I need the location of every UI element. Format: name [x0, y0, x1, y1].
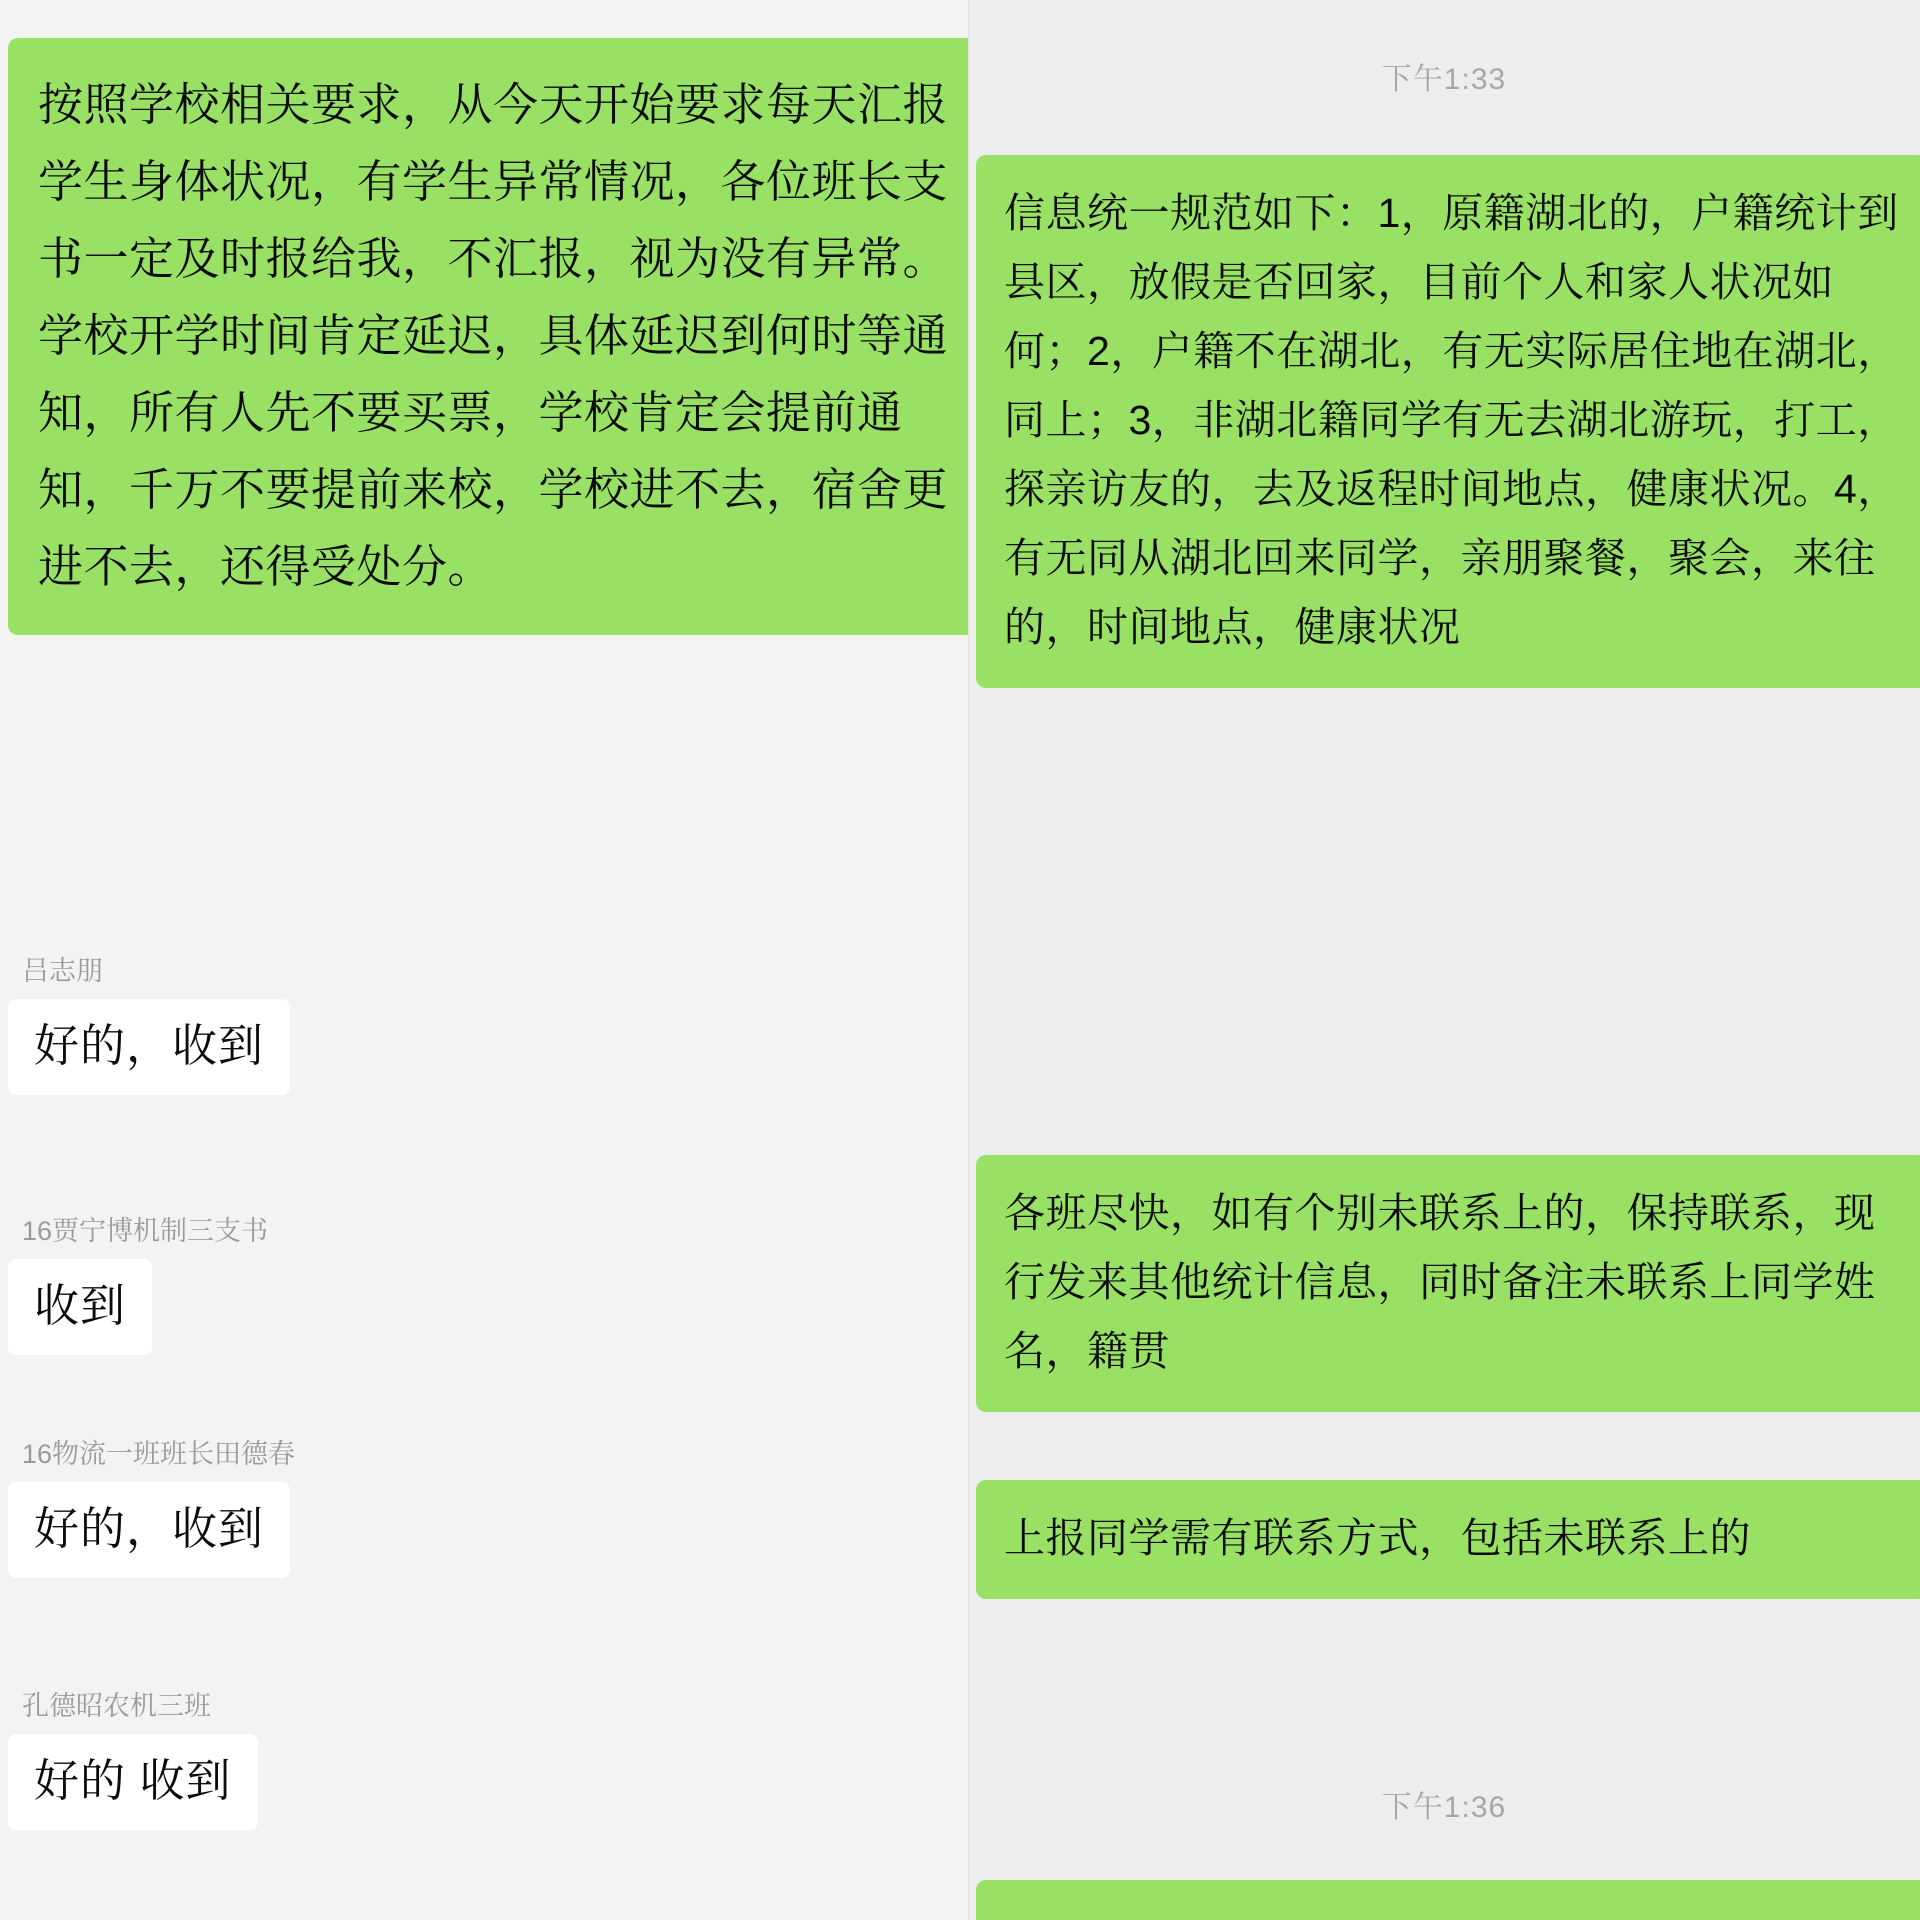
- timestamp: 下午1:36: [1381, 1791, 1507, 1824]
- message-row: [0, 955, 290, 1095]
- sender-name: 吕志朋: [22, 956, 103, 986]
- sender-name: 16贾宁博机制三支书: [22, 1216, 269, 1246]
- outgoing-message-bubble[interactable]: [8, 38, 968, 635]
- sender-name: 孔德昭农机三班: [22, 1691, 211, 1721]
- right-chat-pane: [968, 0, 1920, 1920]
- message-row: [0, 1215, 268, 1355]
- message-row: [0, 1690, 258, 1830]
- outgoing-message-text: 各班尽快，如有个别未联系上的，保持联系，现行发来其他统计信息，同时备注未联系上同学姓名，籍贯: [1004, 1190, 1876, 1374]
- sender-name: 16物流一班班长田德春: [22, 1439, 296, 1469]
- incoming-message-text: 收到: [34, 1280, 127, 1331]
- pane-divider: [968, 0, 969, 1920]
- outgoing-message-bubble-partial[interactable]: [976, 1880, 1920, 1920]
- outgoing-message-bubble[interactable]: [976, 1155, 1920, 1412]
- outgoing-message-text: 上报同学需有联系方式，包括未联系上的: [1004, 1515, 1751, 1561]
- outgoing-message-text: 按照学校相关要求，从今天开始要求每天汇报学生身体状况，有学生异常情况，各位班长支书一定及时报给我，不汇报，视为没有异常。学校开学时间肯定延迟，具体延迟到何时等通知，所有人先不要买票，学校肯定会提前通知，千万不要提前来校，学校进不去，宿舍更进不去，还得受处分。: [38, 79, 949, 592]
- outgoing-message-bubble[interactable]: [976, 155, 1920, 688]
- incoming-message-bubble[interactable]: [8, 999, 290, 1095]
- outgoing-message-text: 信息统一规范如下：1，原籍湖北的，户籍统计到县区，放假是否回家，目前个人和家人状况如何；2，户籍不在湖北，有无实际居住地在湖北，同上；3，非湖北籍同学有无去湖北游玩，打工，探亲访友的，去及返程时间地点，健康状况。4，有无同从湖北回来同学，亲朋聚餐，聚会，来往的，时间地点，健康状况: [1004, 190, 1899, 650]
- timestamp: 下午1:33: [1381, 63, 1507, 96]
- outgoing-message-bubble[interactable]: [976, 1480, 1920, 1599]
- incoming-message-bubble[interactable]: [8, 1482, 290, 1578]
- incoming-message-bubble[interactable]: [8, 1259, 152, 1355]
- incoming-message-text: 好的 收到: [34, 1755, 232, 1806]
- incoming-message-text: 好的，收到: [34, 1020, 265, 1071]
- incoming-message-text: 好的，收到: [34, 1503, 265, 1554]
- incoming-message-bubble[interactable]: [8, 1734, 258, 1830]
- message-row: [0, 1438, 295, 1578]
